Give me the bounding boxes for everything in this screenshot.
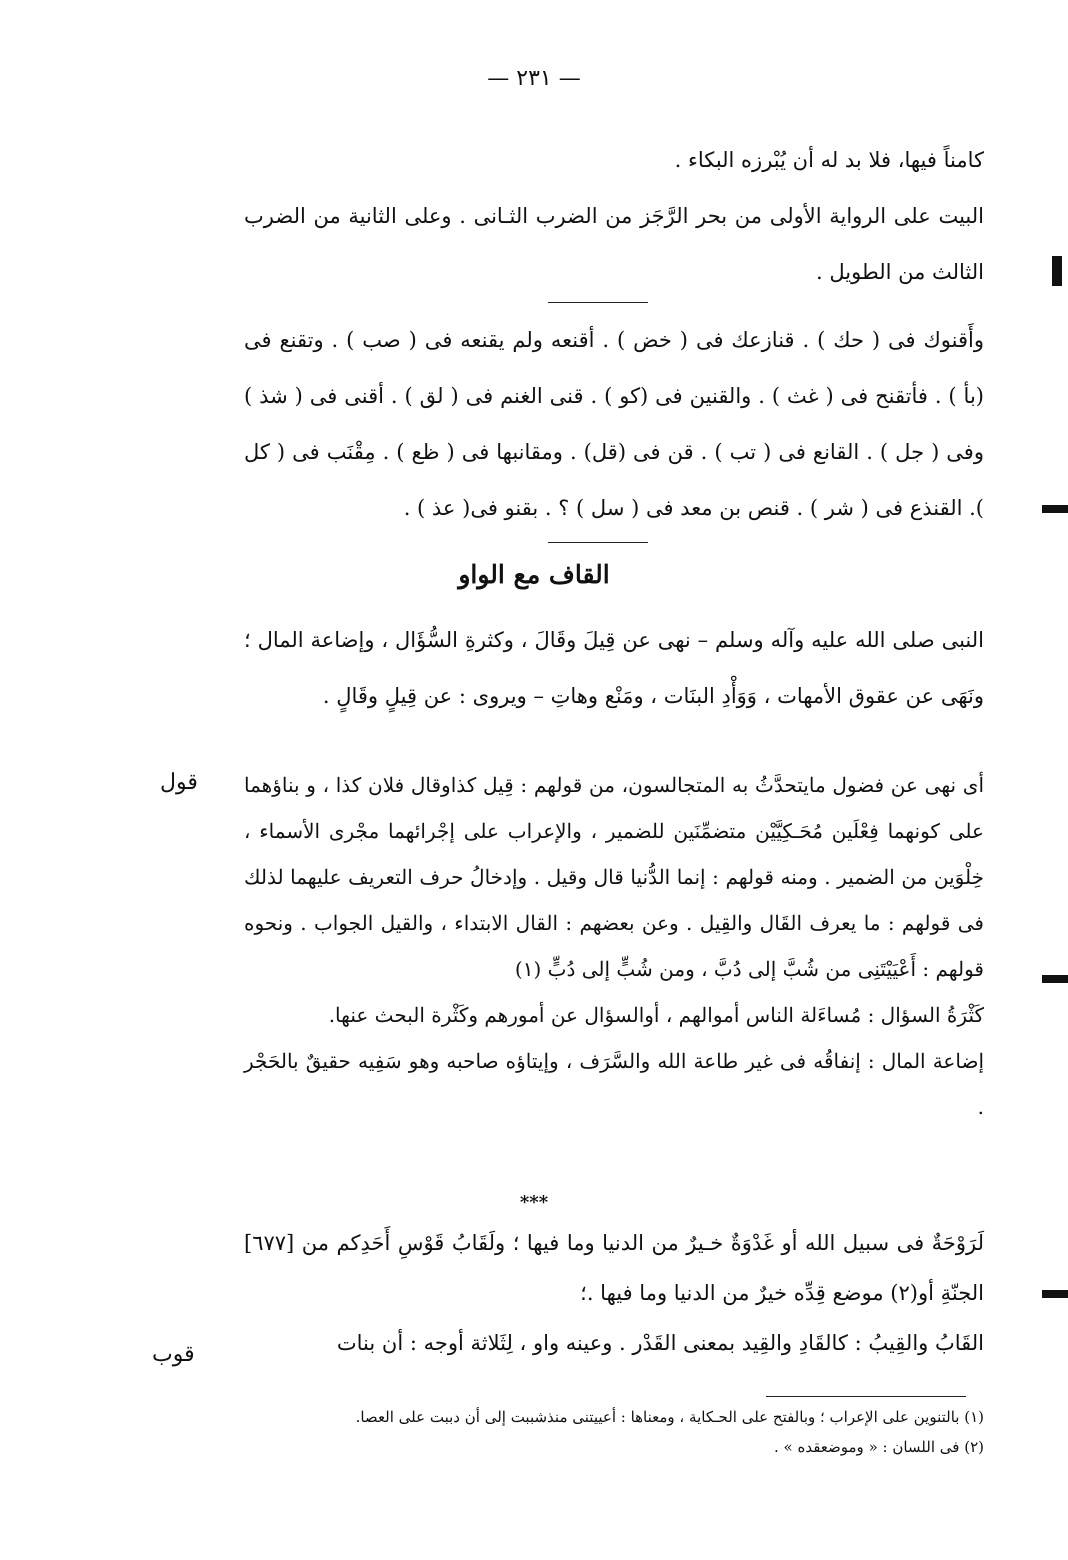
section-stars: *** <box>519 1192 549 1213</box>
hadith-paragraph-2: لَرَوْحَةٌ فى سبيل الله أو غَدْوَةٌ خـيرٌ من الدنيا وما فيها ؛ ولَقَابُ قَوْسِ أَحَدِكم من [٦٧٧] الجنّةِ أو(٢) موضع قِدِّه خيرٌ من الدنيا وما فيها .؛ <box>244 1231 984 1305</box>
section-heading: القاف مع الواو <box>458 560 610 589</box>
separator-rule-1 <box>548 302 648 303</box>
margin-mark <box>1042 505 1068 513</box>
explanation-block-1 <box>244 762 984 1130</box>
cross-reference-paragraph: وأَقنوك فى ( حك ) . قنازعك فى ( خض ) . أقنعه ولم يقنعه فى ( صب ) . وتقنع فى (بأ ) . فأتقنح فى ( غث ) . والقنين فى (كو ) . قنى الغنم فى ( لق ) . أقنى فى ( شذ ) وفى ( جل ) . القانع فى ( تب ) . قن فى (قل) . ومقانبها فى ( ظع ) . مِقْنَب فى ( كل ). القنذع فى ( شر ) . قنص بن معد فى ( سل ) ؟ . بقنو فى( عذ ) . <box>244 328 984 520</box>
footnote-rule <box>766 1396 966 1397</box>
hadith-block-2 <box>244 1218 984 1368</box>
footnote-2: (٢) فى اللسان : « وموضعقده » . <box>774 1438 984 1456</box>
explanation-paragraph-4: القَابُ والقِيبُ : كالقَادِ والقِيد بمعنى القَدْر . وعينه واو ، لِثَلاثة أوجه : أن بنات <box>336 1331 984 1355</box>
hadith-paragraph-1: النبى صلى الله عليه وآله وسلم – نهى عن قِيلَ وقَالَ ، وكثرةِ السُّؤَال ، وإضاعة المال ؛ ونَهَى عن عقوق الأمهات ، وَوَأْدِ البنَات ، ومَنْع وهاتِ – ويروى : عن قِيلٍ وقَالٍ . <box>244 628 984 708</box>
page-number: — ٢٣١ — <box>487 66 581 91</box>
intro-paragraph-2: البيت على الرواية الأولى من بحر الرَّجَز من الضرب الثـانى . وعلى الثانية من الضرب الثالث من الطويل . <box>244 204 984 284</box>
cross-reference-block <box>244 312 984 536</box>
footnote-1: (١) بالتنوين على الإعراب ؛ وبالفتح على الحـكاية ، ومعناها : أعييتنى منذشببت إلى أن دببت على العصا. <box>355 1408 984 1426</box>
separator-rule-2 <box>548 542 648 543</box>
side-label-qawl: قول <box>160 770 198 795</box>
margin-mark <box>1042 1290 1068 1298</box>
margin-mark <box>1042 975 1068 983</box>
hadith-block-1 <box>244 612 984 724</box>
explanation-paragraph-1: أى نهى عن فضول مايتحدَّثُ به المتجالسون، من قولهم : قِيل كذاوقال فلان كذا ، و بناؤهما على كونهما فِعْلَين مُحَـكِيَّيْن متضمِّنَين للضمير ، والإعراب على إجْرائهما مجْرى الأسماء ، خِلْوَين من الضمير . ومنه قولهم : إنما الدُّنيا قال وقيل . وإدخالُ حرف التعريف عليهما لذلك فى قولهم : ما يعرف القَال والقِيل . وعن بعضهم : القال الابتداء ، والقيل الجواب . ونحوه قولهم : أَعْيَيْتَنِى من شُبَّ إلى دُبَّ ، ومن شُبٍّ إلى دُبٍّ (١) <box>244 773 984 981</box>
intro-block <box>244 132 984 300</box>
intro-paragraph-1: كامناً فيها، فلا بد له أن يُبْرزه البكاء . <box>674 148 984 172</box>
explanation-paragraph-3: إضاعة المال : إنفاقُه فى غير طاعة الله والسَّرَف ، وإيتاؤه صاحبه وهو سَفِيه حقيقٌ بالحَجْر . <box>244 1049 984 1119</box>
margin-mark <box>1052 256 1062 286</box>
side-label-qawb: قوب <box>152 1342 195 1367</box>
explanation-paragraph-2: كَثْرَةُ السؤال : مُساءَلة الناس أموالهم ، أوالسؤال عن أمورهم وكَثْرة البحث عنها. <box>328 1003 984 1027</box>
footnotes <box>244 1402 984 1462</box>
